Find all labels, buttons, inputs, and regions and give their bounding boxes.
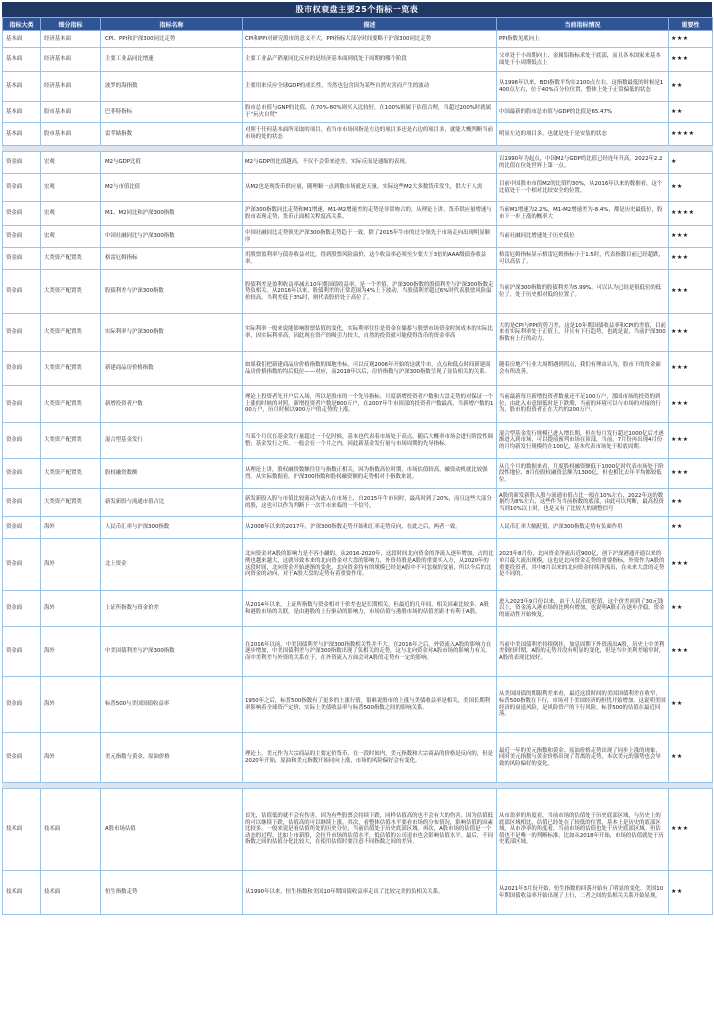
table-row [3,489,713,517]
importance-stars: ★★ [669,102,713,123]
current-status-cell: 当前中美国债利差持续倒挂，加息周期下外资流出A股，历史上中美利差倒挂时期，A股的走势并没有明显的变化，但是当中美利差缩窄时，A股的表现比较好。 [497,627,669,677]
subcategory-cell: 大类资产配置类 [41,314,101,352]
subcategory-cell: 大类资产配置类 [41,352,101,386]
importance-stars: ★★ [669,517,713,539]
importance-stars: ★★ [669,489,713,517]
subcategory-cell: 经济基本面 [41,72,101,102]
current-status-cell: 当前沪深300指数的股债利差为5.99%，可以认为已经是很低位的低位了，处于历史相对低的位置了。 [497,270,669,314]
subcategory-cell: 大类资产配置类 [41,423,101,459]
importance-stars: ★★ [669,677,713,733]
indicator-name-cell: M1、M2同比和沪深300指数 [101,202,243,226]
current-status-cell: 当前最新每月新增投资者数量还不足100万户，那国市场的投资的到位，由此入市意图低时是下跌期，当前的环境可以与市场的对接的行为，股市的投资者正在大约的200万户。 [497,386,669,423]
sheet-title: 股市权衰盘主要25个指标一览表 [2,2,712,17]
table-row [3,152,713,174]
importance-stars: ★★★ [669,48,713,72]
indicator-name-cell: 主要工业品同比增速 [101,48,243,72]
subcategory-cell: 大类资产配置类 [41,248,101,270]
description-cell: 当某个月仅在基金发行量超过一千亿时候，基本也代表着市场处于高点，随后大概率市场会进行阶段性调整；基金发行之所，一般会在一个月之内，因此新基金发行量与市场周期的先导指标。 [243,423,497,459]
category-cell: 资金面 [3,733,41,783]
importance-stars: ★ [669,152,713,174]
category-cell: 资金面 [3,352,41,386]
importance-stars: ★★★ [669,226,713,248]
category-cell: 基本面 [3,72,41,102]
subcategory-cell: 宏观 [41,174,101,202]
indicator-name-cell: CPI、PPI和沪深300同比走势 [101,31,243,48]
subcategory-cell: 宏观 [41,226,101,248]
table-row [3,386,713,423]
table-row [3,871,713,915]
current-status-cell: 目前中国股市市值M2的比值约30%，从2016年以来的数据看，这个比值处于一个相对比较安全的位置。 [497,174,669,202]
description-cell: 对照于任何基本面所采取的项目，看当市市场因指是左边的项目多还是右边的项目多，就能大概判断当前市场的处的状态 [243,123,497,146]
category-cell: 基本面 [3,48,41,72]
indicator-name-cell: 股债利差与沪深300指数 [101,270,243,314]
description-cell: 中国社融同比走势领先沪深300指数走势趋于一致，除了2015年牛市的过分领先于市场走向出现明显顺序 [243,226,497,248]
indicator-name-cell: 北上资金 [101,539,243,591]
table-row [3,352,713,386]
importance-stars: ★★★★ [669,123,713,146]
description-cell: 从M2也是现货币供应量，随理顺一点到数市场就是天量，实际这些M2大多数货币发生，供大于人需 [243,174,497,202]
importance-stars: ★★★ [669,270,713,314]
table-row [3,789,713,871]
subcategory-cell: 技术面 [41,871,101,915]
category-cell: 资金面 [3,677,41,733]
indicator-name-cell: 人民币汇率与沪深300指数 [101,517,243,539]
category-cell: 资金面 [3,423,41,459]
description-cell: 主要工业品产销量同比反应的是经济基本面到底处于周期的哪个阶段 [243,48,497,72]
category-cell: 资金面 [3,459,41,489]
importance-stars: ★★★ [669,789,713,871]
indicator-name-cell: 标普500与美国国债收益率 [101,677,243,733]
subcategory-cell: 海外 [41,591,101,627]
current-status-cell: 从2021年3月份开始，恒生指数的回落开始有了明显的变化，美国10年期国债收益率开始出现了上行，二者之间的负相关关系开始显现。 [497,871,669,915]
current-status-cell: 2023年8月份，北向资金净流出近900亿，创下沪深港通开通以来的单月最大流出规模，这也是北向资金走势的重要指标，外资作为A股的重要投资者，其中8月以来的北向资金持续净流出，在未来大盘的走势是不同的。 [497,539,669,591]
current-status-cell: 父单处于小周期向上，金属铝指标求处于底部，而且各本国家来基本面处于小周期低点上 [497,48,669,72]
description-cell: CPI和PPI对研究股市的意义不大，PPI指标大部分时间要略于沪深300同比走势 [243,31,497,48]
category-cell: 资金面 [3,174,41,202]
current-status-cell: 以1990年为起点，中国M2与GDP的比值已经连年升高，2022年2.2的比值在位处世界上第一点。 [497,152,669,174]
subcategory-cell: 海外 [41,627,101,677]
description-cell: 北向资金对A股的影响力是不容小觑的，从2016-2020年，这段时间北向资金的净流入逐年增加，占的比例也越来越大，这就导致本来的北向资金对大盘的影响力，外资持股是A股的重要买入方，从2020年的这段时间，北向资金开始逐渐的变化，北向资金持有的规模已经是A股中不可忽视的变量，所以今后的北向资金的动向，对于A股大盘的走势有着重要作用。 [243,539,497,591]
subcategory-cell: 大类资产配置类 [41,459,101,489]
indicator-name-cell: 恒生指数走势 [101,871,243,915]
subcategory-cell: 海外 [41,517,101,539]
indicator-name-cell: 新发新股与流通市值占比 [101,489,243,517]
current-status-cell: 大的是CPI与PPI的剪刀差，这是10年期国债收益率和CPI的差值，目前来看实际利率处于正值上，并且有下行趋势，也就是说，当前沪深300指数有上行的动力。 [497,314,669,352]
importance-stars: ★★★ [669,423,713,459]
category-cell: 资金面 [3,489,41,517]
category-cell: 基本面 [3,123,41,146]
header-category: 指标大类 [3,18,41,31]
importance-stars: ★★ [669,72,713,102]
indicator-sheet [2,2,712,915]
importance-stars: ★★★ [669,314,713,352]
indicator-name-cell: 实际利率与沪深300指数 [101,314,243,352]
table-row [3,314,713,352]
table-row [3,202,713,226]
indicator-name-cell: 混合型基金发行 [101,423,243,459]
category-cell: 资金面 [3,539,41,591]
importance-stars: ★★ [669,174,713,202]
table-row [3,591,713,627]
header-row [3,18,713,31]
indicator-table [2,17,713,915]
table-row [3,517,713,539]
table-row [3,123,713,146]
current-status-cell: 中国最新的股市总市值与GDP的比值是65.47% [497,102,669,123]
current-status-cell: 当前M1增速为2.2%，M1-M2增速差为-8.4%，都是历史最低位，股市下一步上涨的概率大 [497,202,669,226]
indicator-name-cell: 新增投资者户数 [101,386,243,423]
importance-stars: ★★★ [669,627,713,677]
description-cell: 首先，估值低的就不会有伤害，因为有些股票会持续下跌，同样估值高的也不会有大的伤害。因为估值低的可以继续下跌，估值高的可以继续上涨。其次，看整体估值水平要看市场的分布情况，影响估值的因素比较多，一般来说是看估值所处的历史分位，当前估值处于历史底部区域。再次，A股市场的估值是一个动态的过程，比如上市新股，会拉升市场的估值水平，低估值的公司退市也会影响估值水平。最后，不同指数之间的估值分化比较大，在使用估值时要注意不同指数之间的差异。 [243,789,497,871]
description-cell: 股市总市值与GNP的比值，在70%-80%则买入比较好，在100%则属于估值合理，当超过200%时就属于“玩火自焚” [243,102,497,123]
table-row [3,459,713,489]
header-indicator-name: 指标名称 [101,18,243,31]
importance-stars: ★★★ [669,248,713,270]
description-cell: 沪深300指数同比走势和M1增速、M1-M2增速差的走势是非常吻合的。从理论上讲，货币供应量增速与股市表现走势，货币正面相关程度高关系。 [243,202,497,226]
subcategory-cell: 海外 [41,677,101,733]
table-row [3,102,713,123]
indicator-name-cell: 格雷厄姆指标 [101,248,243,270]
current-status-cell: A股的新发新股入股与流通市值占比一般在10%左右，2022年这的数据约为8%左右，这些作为当前指数的底部，由此可以判断，最高投资当到10%以上时，也是又有了比较大的调整信号 [497,489,669,517]
description-cell: 用股票盈利率与债券收益对比，得到股票风险溢价，这个收益率必须至少要大于3倍的AAA级债券收益率。 [243,248,497,270]
category-cell: 资金面 [3,386,41,423]
description-cell: 实际利率一般来说能影响股票估值的变化，实际利率往往是资金在储蓄与股票市场资金时间成本的实际比率，因实际利率高，因此现在资产的吸引力较大，自然的投资就可能使得货币的资金率高 [243,314,497,352]
category-cell: 资金面 [3,226,41,248]
description-cell: 从2014年以来，上证所指数与资金相对于价差也是长期相关，但最近的几年间，相关因素比较多，A股和港股市场的关联，是由港股的上行驱动的影响力，市场估值与港股市场的估值差距才有利于A股。 [243,591,497,627]
category-cell: 基本面 [3,102,41,123]
current-status-cell: 从市盈率的角度看，当前市场的估值处于历史底部区域，与历史上的底部区域相比，估值已经处在了较低的位置，基本上是历史的底部区域。从市净率的角度看，当前市场的估值也处于历史底部区域。但估值也不是唯一的判断标准，比如从2018年开始，市场的估值就处于历史底部区域。 [497,789,669,871]
importance-stars: ★★★ [669,459,713,489]
category-cell: 资金面 [3,202,41,226]
current-status-cell: 格雷厄姆指标显示格雷厄姆指标小于1.5时，代表指数目前已经超跌，可以高估了。 [497,248,669,270]
header-importance: 重要性 [669,18,713,31]
table-row [3,423,713,459]
current-status-cell: 从1996年以来，BDI指数平均在2100点左右，这指数最低的时候是1400点左右，位于40%百分位位置，整体上处于正常偏低的状态 [497,72,669,102]
indicator-name-cell: 新建商品房价格指数 [101,352,243,386]
table-row [3,31,713,48]
description-cell: 1950年之后，标普500指数有了更多的上涨行情，很难说股市的上涨与美债收益率是相关，美国长期利率影响着全球资产定价，实际上美债收益率与标普500指数之间的影响关系。 [243,677,497,733]
subcategory-cell: 技术面 [41,789,101,871]
description-cell: 从1990年以来，恒生指数和美国10年期国债收益率走出了比较完美的负相关关系。 [243,871,497,915]
importance-stars: ★★★ [669,539,713,591]
subcategory-cell: 股市基本面 [41,102,101,123]
table-row [3,539,713,591]
description-cell: 从理论上讲，股权融资数额往往与指数正相关，因为指数高位时期，市场估值较高，融资动机就比较强烈。从实际数据看，沪深300指数和股权融资额的走势相对于指数来说。 [243,459,497,489]
header-description: 描述 [243,18,497,31]
indicator-name-cell: 股权融资数额 [101,459,243,489]
current-status-cell: 最近一年的美元指数和黄金、原油价格走势出现了同步上涨的现象，同时美元指数与黄金价格出现了背离的走势，本次美元的强势也会导致的风险偏好的变化。 [497,733,669,783]
subcategory-cell: 宏观 [41,202,101,226]
description-cell: 如果我们把新建商品房价格指数的围地坐标，可以反观2006年开始的这就牛市，点点和低点时间新建商品房价格指数的均后低位——对应，而2018年以后，房价指数与沪深300指数呈现了显负相关的关系。 [243,352,497,386]
description-cell: 新发新股入股与市值比较流动为流入在市场上，自2015年牛市同时，最高时到了20%，而且这些大部分的股，这也可以作为判断下一次牛市来临的一个信号。 [243,489,497,517]
description-cell: 从2008年以来的2017年，沪深300指数走势开始和汇率走势反向，在此之后，两者一致。 [243,517,497,539]
category-cell: 资金面 [3,248,41,270]
current-status-cell: 随着房地产行业大周期遇到拐点，我们有理由认为，股市下的资金面会有所改善。 [497,352,669,386]
subcategory-cell: 经济基本面 [41,31,101,48]
header-current-status: 当前指标情况 [497,18,669,31]
description-cell: 股债利差是盈利收益率减去10年期国债收益率，是一个差值，沪深300指数的股债利差与沪深300指数走势负相关。从2016年以来，股债利差的正常范围为4%上下波动，当股债利差超过6%时代表股票风险溢价较高，当利差低于3%时，则代表股价处于高位了。 [243,270,497,314]
category-cell: 技术面 [3,789,41,871]
table-row [3,226,713,248]
category-cell: 资金面 [3,314,41,352]
description-cell: 主要用来反应全球GDP的成长性，当然也包含因为某些自然灾害而产生的波动 [243,72,497,102]
indicator-name-cell: 中国社融同比与沪深300指数 [101,226,243,248]
category-cell: 资金面 [3,152,41,174]
current-status-cell: 人民币汇率大幅贬值，沪深300指数走势有负面作用 [497,517,669,539]
table-row [3,733,713,783]
indicator-name-cell: 波罗的海指数 [101,72,243,102]
subcategory-cell: 海外 [41,539,101,591]
importance-stars: ★★ [669,871,713,915]
category-cell: 资金面 [3,270,41,314]
importance-stars: ★★★ [669,386,713,423]
current-status-cell: 从几个月的数据来看，月度股权融资额低于1000亿时代表市场处于阶段性地位，8月份股权融资总额为1300亿，但也相比去年平均都较低位。 [497,459,669,489]
table-row [3,270,713,314]
indicator-name-cell: 中美国债利差与沪深300指数 [101,627,243,677]
category-cell: 基本面 [3,31,41,48]
current-status-cell: 当前社融同比增速处于历史低位 [497,226,669,248]
current-status-cell: PPI指数见底向上 [497,31,669,48]
current-status-cell: 从美国国债的期限利差来看，最近这段时间的美国国债利差在收窄，标普500指数在下行，市场对于美国经济的担忧开始增加，这说明美国经济的衰退风险，是风险资产的下行风险，标普500的估值在最近回落。 [497,677,669,733]
importance-stars: ★★★★ [669,202,713,226]
importance-stars: ★★★ [669,352,713,386]
table-body [3,31,713,915]
indicator-name-cell: M2与市值比值 [101,174,243,202]
current-status-cell: 明显左边的项目多，也就是处于是安装的状态 [497,123,669,146]
subcategory-cell: 大类资产配置类 [41,270,101,314]
description-cell: 理论上，美元作为大宗商品的主要定价货币，在一段时间内，美元指数和大宗商品的价格是反向的，但是2020年开始，原油和美元指数开始同向上涨，市场的风险偏好会有变化。 [243,733,497,783]
importance-stars: ★★ [669,591,713,627]
table-row [3,72,713,102]
table-row [3,174,713,202]
header-subcategory: 细分指标 [41,18,101,31]
table-row [3,627,713,677]
table-row [3,677,713,733]
category-cell: 资金面 [3,517,41,539]
indicator-name-cell: 上证所指数与资金价差 [101,591,243,627]
subcategory-cell: 宏观 [41,152,101,174]
subcategory-cell: 股市基本面 [41,123,101,146]
category-cell: 资金面 [3,591,41,627]
table-row [3,48,713,72]
description-cell: 理论上投资者先开户后入场，所以是股市的一个先导指标。月度新增投资者户数和大盘走势的对保证一个上涨的时候的对照，新增投资者户数是800万户，在2007年牛市顶部的投资者户数最高，当新增户数的100万户，历月时候以900万户的走势的上涨。 [243,386,497,423]
table-row [3,248,713,270]
indicator-name-cell: 巴菲特指标 [101,102,243,123]
indicator-name-cell: 美元指数与黄金、原油价格 [101,733,243,783]
subcategory-cell: 海外 [41,733,101,783]
subcategory-cell: 大类资产配置类 [41,489,101,517]
subcategory-cell: 大类资产配置类 [41,386,101,423]
description-cell: 在2016年以前，中美国债利差与沪深300指数相关性并不大。在2016年之后，外资流入A股的影响力在逐步增加，中美国债利差与沪深300指数出现了负相关的走势，这与北向资金对A股市场的影响力有关。而中美利差与外资的关系在于，在外资流入方面会对A股的走势有一定的影响。 [243,627,497,677]
category-cell: 资金面 [3,627,41,677]
description-cell: M2与GDP的比值越高，不仅不会带来逆差，实际反而是通缩的表现。 [243,152,497,174]
current-status-cell: 进入2023年9月份以来，由于人民币的贬值，这个价差回到了30元钱以上，资金流入港市场的比例有增加，也说明A股正在逐步企稳，资金的流动性开始恢复。 [497,591,669,627]
current-status-cell: 混合型基金发行规模已进入增长期，但在每月发行超过1000亿后才逐渐进入到市场，可以提前预判市场在顶部，当前，7月份再出现4月份的月均新发行规模约在100亿，基本代表市场处于积底周期。 [497,423,669,459]
importance-stars: ★★ [669,733,713,783]
category-cell: 技术面 [3,871,41,915]
indicator-name-cell: A股市场估值 [101,789,243,871]
subcategory-cell: 经济基本面 [41,48,101,72]
indicator-name-cell: M2与GDP比值 [101,152,243,174]
indicator-name-cell: 雷苹储指数 [101,123,243,146]
importance-stars: ★★★ [669,31,713,48]
